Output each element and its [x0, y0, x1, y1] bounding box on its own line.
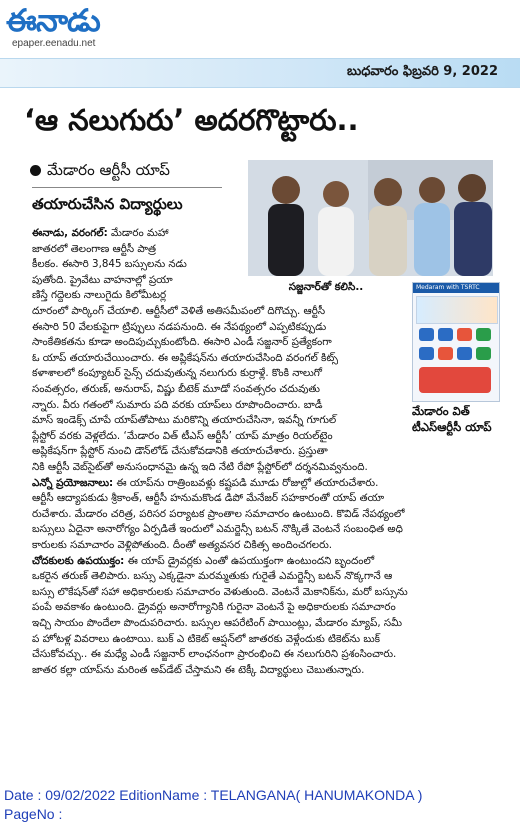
body-line: ఇచ్చి సాయం పొందేలా పొందుపరిచారు. బస్సుల ఆపరేటింగ్ పాయింట్లు, మేడారం మ్యాప్, సమీ: [32, 616, 403, 629]
body-line: ఆర్టీసీ ఆద్యాపకుడు శ్రీకాంత్, ఆర్టీసీ హనుమకొండ డిపో మేనేజర్ సహకారంతో యాప్ తయా: [32, 492, 385, 505]
app-header: Medaram with TSRTC: [413, 283, 499, 293]
body-line: [32, 554, 502, 570]
article-headline: ‘ఆ నలుగురు’ అదరగొట్టారు..: [24, 103, 359, 137]
body-line: కళాశాలలో కంప్యూటర్ సైన్స్ చదువుతున్న నలుగురు కుర్రాళ్లే. కొంకి నాలుగో: [32, 367, 322, 380]
body-text: ఈ యాప్ డ్రైవర్లకు ఎంతో ఉపయుక్తంగా ఉంటుందని బృందంలో: [124, 554, 375, 567]
app-tile-icon: [476, 347, 491, 360]
body-line: [32, 476, 502, 492]
body-line: జాతరలో తెలంగాణ ఆర్టీసీ పాత్ర: [32, 242, 157, 255]
body-line: ఒకరైన తరుణ్ తెలిపారు. బస్సు ఎక్కడైనా మరమ్మతుకు గురైతే ఎమర్జెన్సీ బటన్ నొక్కగానే ఆ: [32, 570, 393, 583]
body-line: ప హోటళ్ల వివరాలు ఉంటాయి. బుక్ ఎ టికెట్ ఆప్షన్‌లో జాతరకు వెళ్లేందుకు టికెట్‌ను బుక్: [32, 632, 381, 645]
body-column-full: [32, 460, 502, 678]
app-icon-grid: [417, 327, 495, 365]
students-photo: [248, 160, 493, 276]
app-banner: [416, 296, 498, 324]
body-line: ఈసారి 50 వేలకుపైగా ట్రిప్పులు నడపనుంది. ఈ నేపథ్యంలో ఎప్పటికప్పుడు: [32, 320, 327, 333]
app-tile-icon: [457, 347, 472, 360]
bullet-icon: [30, 165, 41, 176]
body-line: బస్సులు ఏదైనా అనారోగ్యం ఏర్పడితే ఇందులో ఎమర్జెన్సీ బటన్ నొక్కితే వెంటనే సంబంధిత అధి: [32, 523, 403, 536]
body-column-narrow: [32, 226, 244, 304]
body-line: పుతోంది. ప్రైవేటు వాహనాల్లో ప్రయా: [32, 273, 173, 286]
page-number-line: PageNo :: [4, 806, 63, 822]
section-heading: చోదకులకు ఉపయుక్తం:: [32, 554, 125, 567]
eenadu-logo: ఈనాడు: [6, 3, 100, 39]
body-text: మేడారం మహా: [107, 227, 169, 239]
edition-date-line: Date : 09/02/2022 EditionName : TELANGANA( HANUMAKONDA ): [4, 787, 423, 803]
date-band: [0, 58, 520, 88]
app-caption-line-2: టీఎస్ఆర్టీసీ యాప్: [412, 420, 492, 434]
body-line: పంపే అవకాశం ఉంటుంది. డ్రైవర్లు అనారోగ్యానికి గురైనా వెంటనే పై అధికారులకు సమాచారం: [32, 601, 396, 614]
app-tile-icon: [476, 328, 491, 341]
body-line: ఓ యాప్ తయారుచేయించారు. ఈ అప్లికేషన్‌ను తయారుచేసింది వరంగల్ కిట్స్: [32, 351, 339, 364]
article-kicker: [30, 160, 170, 180]
body-line: సాంకేతికతను కూడా అందిపుచ్చుకుంటోంది. ఈసారి ఎండీ సజ్జనార్ ప్రత్యేకంగా: [32, 336, 332, 349]
body-line: రుచేశారు. మేడారం చరిత్ర, పరిసర పర్యాటక ప్రాంతాల సమాచారం ఉంటుంది. కొవిడ్ నేపథ్యంలో: [32, 507, 405, 520]
body-line: సంవత్సరం, తరుణ్, అనురాప్, విష్ణు బీటెక్ మూడో సంవత్సరం చదువుతు: [32, 382, 320, 395]
body-line: మాస్ ఇండెక్స్ చూపే యాప్‌తోపాటు మరికొన్ని తయారుచేసినా, ఇవన్నీ గూగుల్: [32, 414, 337, 427]
dateline: ఈనాడు, వరంగల్:: [32, 227, 108, 239]
app-tile-icon: [438, 328, 453, 341]
app-caption: [412, 403, 502, 435]
epaper-site-label: epaper.eenadu.net: [12, 38, 96, 49]
publication-date: బుధవారం ఫిబ్రవరి 9, 2022: [346, 64, 498, 79]
app-screenshot: [412, 282, 500, 402]
body-line: నికి ఆర్టీసీ వెబ్‌సైట్‌తో అనుసంధానమై ఉన్న ఇది నేటి రేపో ప్లేస్టోర్‌లో దర్శనమివ్వనుంది.: [32, 461, 368, 473]
body-line: జాతర కల్లా యాప్‌ను మరింత అప్‌డేట్ చేస్తామని ఈ టెక్కీ విద్యార్థులు చెబుతున్నారు.: [32, 663, 365, 676]
app-tile-icon: [438, 347, 453, 360]
body-line: కీలకం. ఈసారి 3,845 బస్సులను నడు: [32, 258, 187, 271]
body-line: న్నారు. వీరు గతంలో సుమారు పది వరకు యాప్‌లు రూపొందించారు. బాడీ: [32, 398, 323, 411]
photo-caption: సజ్జనార్‌తో కలిసి..: [288, 281, 364, 293]
app-tile-icon: [419, 347, 434, 360]
body-column-mid: [32, 304, 408, 460]
article-subhead: తయారుచేసిన విద్యార్థులు: [32, 195, 183, 213]
body-line: దూరంలో పార్కింగ్ చేయాలి. ఆర్టీసీలో వెళితే అతిసమీపంలో దిగొచ్చు. ఆర్టీసీ: [32, 305, 326, 317]
students-photo-illustration: [248, 160, 493, 276]
bus-icon: [419, 367, 491, 393]
app-tile-icon: [457, 328, 472, 341]
kicker-divider: [32, 187, 222, 188]
body-line: కారులకు సమాచారం వెళ్లిపోతుంది. దీంతో అత్యవసర చికిత్స అందించగలరు.: [32, 538, 333, 551]
body-line: ణిస్తే గద్దెలకు నాలుగైదు కిలోమీటర్ల: [32, 289, 167, 302]
body-line: ప్లేస్టోర్ వరకు వెళ్లలేదు. ‘మేడారం విత్ టీఎస్ ఆర్టీసీ’ యాప్ మాత్రం రియల్‌టైం: [32, 429, 333, 442]
app-caption-line-1: మేడారం విత్: [412, 404, 470, 418]
body-line: అప్లికేషన్‌గా ప్లేస్టోర్ నుంచి డౌన్‌లోడ్ చేసుకోవడానికి తయారుచేశారు. ప్రస్తుతా: [32, 445, 328, 458]
body-line: బస్సు లొకేషన్‌తో సహా అధికారులకు సమాచారం వెళుతుంది. వెంటనే మెకానిక్‌ను, మరో బస్సును: [32, 585, 408, 598]
body-text: ఈ యాప్‌ను రాత్రింబవళ్లు కష్టపడి మూడు రోజుల్లో తయారుచేశారు.: [113, 476, 379, 489]
edition-footer: [4, 786, 422, 824]
body-line: [32, 226, 244, 242]
body-line: చేసుకోవచ్చు.. ఈ మధ్యే ఎండీ సజ్జనార్ లాంఛనంగా ప్రారంభించి ఈ నలుగురిని ప్రశంసించారు.: [32, 648, 397, 661]
kicker-text: మేడారం ఆర్టీసీ యాప్: [47, 161, 170, 179]
app-tile-icon: [419, 328, 434, 341]
section-heading: ఎన్నో ప్రయోజనాలు:: [32, 476, 114, 489]
